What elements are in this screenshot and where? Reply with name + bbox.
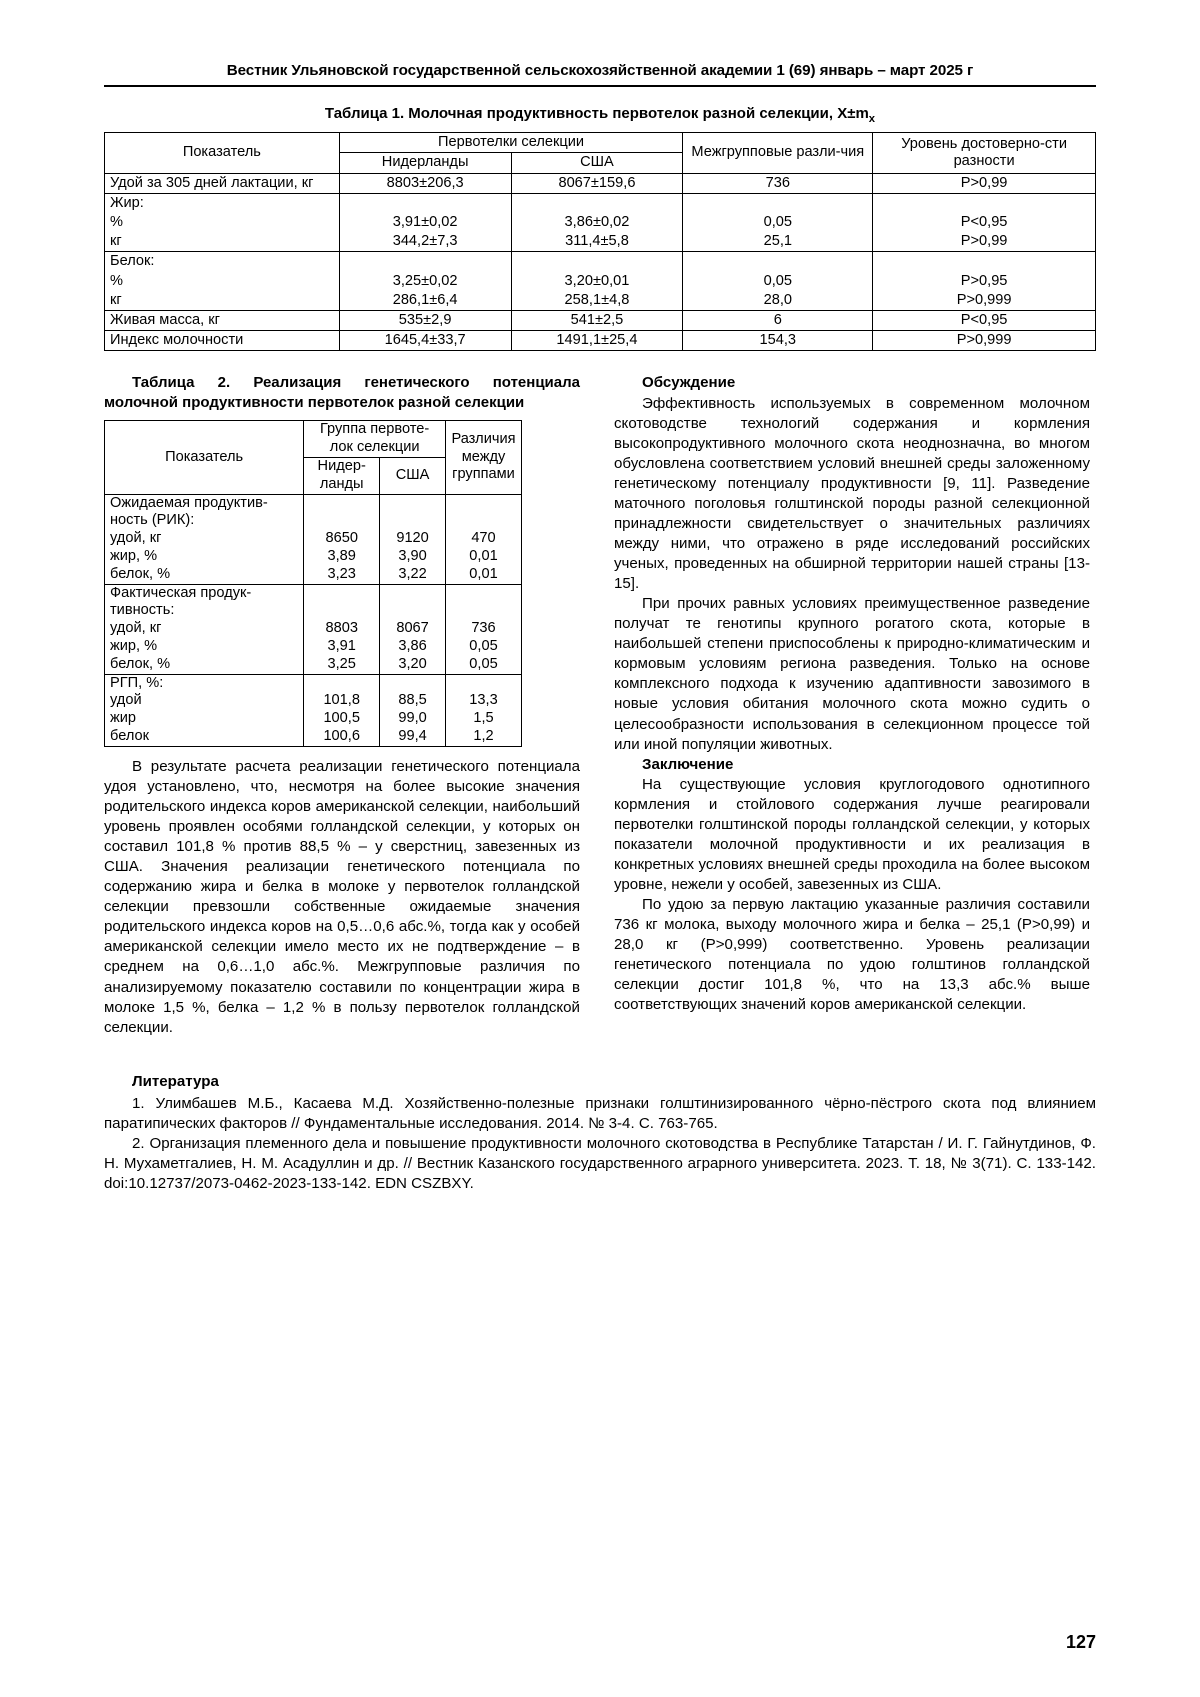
cell-diff: 0,05 bbox=[445, 656, 521, 674]
references-section bbox=[104, 1072, 1096, 1194]
table-row bbox=[105, 252, 1096, 272]
right-paragraph-3: На существующие условия круглогодового однотипного кормления и стойлового содержания лучше реагировали первотелки голштинской породы голландской селекции, у которых показатели молочной продуктивности и их реализация в конкретных условиях внешней среды проходила на более высоком уровне, нежели у особей, завезенных из США. bbox=[614, 775, 1090, 894]
table2-header-diff: Различия между группами bbox=[445, 421, 521, 494]
cell-usa: 8067 bbox=[380, 620, 446, 638]
table-row bbox=[105, 728, 522, 746]
cell-indicator: удой bbox=[105, 692, 304, 710]
cell-netherlands: 3,89 bbox=[304, 548, 380, 566]
table2-header-indicator: Показатель bbox=[105, 421, 304, 494]
cell-indicator: % bbox=[105, 272, 340, 291]
table-milk-productivity bbox=[104, 132, 1096, 351]
cell-netherlands: 3,91±0,02 bbox=[339, 213, 511, 232]
cell-usa: 258,1±4,8 bbox=[511, 291, 683, 311]
table-row bbox=[105, 331, 1096, 351]
cell-level: P<0,95 bbox=[873, 311, 1096, 331]
cell-usa bbox=[380, 674, 446, 692]
cell-usa: 8067±159,6 bbox=[511, 173, 683, 193]
cell-level bbox=[873, 252, 1096, 272]
table-row bbox=[105, 494, 522, 530]
cell-indicator: кг bbox=[105, 232, 340, 252]
cell-netherlands: 286,1±6,4 bbox=[339, 291, 511, 311]
table-row bbox=[105, 291, 1096, 311]
table1-header-netherlands: Нидерланды bbox=[339, 153, 511, 173]
table-row bbox=[105, 656, 522, 674]
right-column bbox=[614, 373, 1090, 1037]
table1-caption-text: Таблица 1. Молочная продуктивность первотелок разной селекции, X±m bbox=[324, 105, 869, 122]
cell-usa: 3,86±0,02 bbox=[511, 213, 683, 232]
cell-indicator: жир bbox=[105, 710, 304, 728]
cell-diff bbox=[683, 252, 873, 272]
cell-netherlands bbox=[304, 674, 380, 692]
table2-header-netherlands: Нидер-ланды bbox=[304, 458, 380, 495]
cell-netherlands: 100,6 bbox=[304, 728, 380, 746]
table-header-row bbox=[105, 133, 1096, 153]
cell-netherlands: 3,91 bbox=[304, 638, 380, 656]
table-row bbox=[105, 620, 522, 638]
cell-netherlands: 3,25 bbox=[304, 656, 380, 674]
cell-indicator: РГП, %: bbox=[105, 674, 304, 692]
cell-diff: 736 bbox=[683, 173, 873, 193]
cell-level bbox=[873, 193, 1096, 213]
cell-diff: 470 bbox=[445, 530, 521, 548]
cell-level: P>0,95 bbox=[873, 272, 1096, 291]
cell-diff: 154,3 bbox=[683, 331, 873, 351]
cell-usa bbox=[511, 193, 683, 213]
cell-level: P>0,999 bbox=[873, 331, 1096, 351]
cell-netherlands: 8803 bbox=[304, 620, 380, 638]
cell-indicator: Живая масса, кг bbox=[105, 311, 340, 331]
cell-usa: 3,86 bbox=[380, 638, 446, 656]
cell-indicator: Жир: bbox=[105, 193, 340, 213]
table-row bbox=[105, 173, 1096, 193]
cell-diff: 0,01 bbox=[445, 548, 521, 566]
left-paragraph-1: В результате расчета реализации генетического потенциала удоя установлено, что, несмотря на более высокие значения родительского индекса коров американской селекции, наибольший уровень проявлен особями голландской селекции, у которых он составил 101,8 % против 88,5 % – у сверстниц, завезенных из США. Значения реализации генетического потенциала по содержанию жира и белка в молоке у первотелок голландской селекции превзошли собственные ожидаемые значения родительского индекса коров на 0,5…0,6 абс.%, тогда как у особей американской селекции имело место их не подтверждение – в среднем на 0,6…1,0 абс.%. Межгрупповые различия по анализируемому показателю составили по концентрации жира в молоке 1,5 %, белка – 1,2 % в пользу первотелок голландской селекции. bbox=[104, 757, 580, 1036]
page-number: 127 bbox=[1065, 1632, 1096, 1652]
cell-indicator: жир, % bbox=[105, 638, 304, 656]
cell-diff: 6 bbox=[683, 311, 873, 331]
table-row bbox=[105, 674, 522, 692]
cell-indicator: жир, % bbox=[105, 548, 304, 566]
table-row bbox=[105, 193, 1096, 213]
cell-usa: 99,0 bbox=[380, 710, 446, 728]
cell-diff: 0,05 bbox=[445, 638, 521, 656]
cell-usa: 3,90 bbox=[380, 548, 446, 566]
right-paragraph-1: Эффективность используемых в современном молочном скотоводстве технологий содержания и кормления высокопродуктивного молочного скота неоднозначна, во многом обусловлена соответствием условий внешней среды заложенному генетическому потенциалу продуктивности [9, 11]. Разведение маточного поголовья голштинской породы разной селекционной принадлежности свидетельствует о значительных различиях между ними, что отражено в ряде исследований российских ученых, проведенных на обширной территории нашей страны [13-15]. bbox=[614, 394, 1090, 593]
cell-diff: 1,5 bbox=[445, 710, 521, 728]
cell-diff: 0,01 bbox=[445, 566, 521, 584]
cell-indicator: Ожидаемая продуктив-ность (РИК): bbox=[105, 494, 304, 530]
cell-indicator: белок, % bbox=[105, 656, 304, 674]
cell-indicator: белок bbox=[105, 728, 304, 746]
table-row bbox=[105, 710, 522, 728]
cell-indicator: Белок: bbox=[105, 252, 340, 272]
cell-indicator: % bbox=[105, 213, 340, 232]
cell-level: P<0,95 bbox=[873, 213, 1096, 232]
cell-netherlands: 3,23 bbox=[304, 566, 380, 584]
table-row bbox=[105, 692, 522, 710]
table1-header-level: Уровень достоверно-сти разности bbox=[873, 133, 1096, 173]
table1-header-group: Первотелки селекции bbox=[339, 133, 683, 153]
cell-netherlands bbox=[304, 584, 380, 620]
cell-usa: 541±2,5 bbox=[511, 311, 683, 331]
right-paragraph-4: По удою за первую лактацию указанные различия составили 736 кг молока, выходу молочного жира и белка – 25,1 (Р>0,99) и 28,0 кг (Р>0,999) соответственно. Уровень реализации генетического потенциала по удою голштинов голландской селекции достиг 101,8 %, что на 13,3 абс.% выше соответствующих значений коров американской селекции. bbox=[614, 896, 1090, 1014]
cell-usa bbox=[511, 252, 683, 272]
references-title: Литература bbox=[132, 1072, 219, 1090]
cell-usa: 1491,1±25,4 bbox=[511, 331, 683, 351]
table-row bbox=[105, 548, 522, 566]
cell-diff bbox=[445, 494, 521, 530]
cell-usa: 9120 bbox=[380, 530, 446, 548]
table1-header-diff: Межгрупповые разли-чия bbox=[683, 133, 873, 173]
cell-usa: 3,20±0,01 bbox=[511, 272, 683, 291]
cell-usa: 99,4 bbox=[380, 728, 446, 746]
cell-level: P>0,99 bbox=[873, 173, 1096, 193]
cell-indicator: белок, % bbox=[105, 566, 304, 584]
cell-usa: 311,4±5,8 bbox=[511, 232, 683, 252]
cell-usa bbox=[380, 494, 446, 530]
cell-usa: 88,5 bbox=[380, 692, 446, 710]
cell-netherlands: 1645,4±33,7 bbox=[339, 331, 511, 351]
cell-diff: 0,05 bbox=[683, 272, 873, 291]
two-column-body bbox=[104, 373, 1096, 1037]
cell-indicator: удой, кг bbox=[105, 530, 304, 548]
cell-indicator: Индекс молочности bbox=[105, 331, 340, 351]
table-row bbox=[105, 530, 522, 548]
table-row bbox=[105, 566, 522, 584]
cell-diff bbox=[445, 584, 521, 620]
table1-header-usa: США bbox=[511, 153, 683, 173]
table1-header-indicator: Показатель bbox=[105, 133, 340, 173]
table2-header-group: Группа первоте-лок селекции bbox=[304, 421, 446, 458]
heading-conclusion: Заключение bbox=[642, 755, 734, 773]
cell-indicator: удой, кг bbox=[105, 620, 304, 638]
cell-diff: 736 bbox=[445, 620, 521, 638]
cell-usa: 3,22 bbox=[380, 566, 446, 584]
table-row bbox=[105, 272, 1096, 291]
cell-diff: 0,05 bbox=[683, 213, 873, 232]
cell-indicator: Удой за 305 дней лактации, кг bbox=[105, 173, 340, 193]
cell-indicator: кг bbox=[105, 291, 340, 311]
left-column bbox=[104, 373, 580, 1037]
cell-netherlands bbox=[339, 252, 511, 272]
table-row bbox=[105, 232, 1096, 252]
table-row bbox=[105, 638, 522, 656]
right-paragraph-2: При прочих равных условиях преимущественное разведение получат те генотипы крупного рогатого скота, которые в наибольшей степени приспособлены к природно-климатическим и кормовым условиям региона разведения. Только на основе комплексного подхода к изучению адаптивности завозимого в новые условия обитания молочного скота можно судить о целесообразности использования в селекционном процессе той или иной популяции животных. bbox=[614, 595, 1090, 753]
table-row bbox=[105, 311, 1096, 331]
table-row bbox=[105, 213, 1096, 232]
cell-netherlands: 101,8 bbox=[304, 692, 380, 710]
cell-netherlands bbox=[339, 193, 511, 213]
cell-netherlands: 100,5 bbox=[304, 710, 380, 728]
cell-netherlands: 8650 bbox=[304, 530, 380, 548]
table1-caption bbox=[104, 105, 1096, 126]
cell-diff: 28,0 bbox=[683, 291, 873, 311]
heading-discussion: Обсуждение bbox=[642, 374, 736, 392]
table2-header-usa: США bbox=[380, 458, 446, 495]
reference-item: 1. Улимбашев М.Б., Касаева М.Д. Хозяйственно-полезные признаки голштинизированного чёрно-пёстрого скота под влиянием паратипических факторов // Фундаментальные исследования. 2014. № 3-4. С. 763-765. bbox=[104, 1094, 1096, 1132]
table-genetic-potential bbox=[104, 420, 522, 746]
cell-netherlands: 8803±206,3 bbox=[339, 173, 511, 193]
cell-usa bbox=[380, 584, 446, 620]
cell-netherlands: 3,25±0,02 bbox=[339, 272, 511, 291]
cell-diff: 13,3 bbox=[445, 692, 521, 710]
reference-item: 2. Организация племенного дела и повышение продуктивности молочного скотоводства в Республике Татарстан / И. Г. Гайнутдинов, Ф. Н. Мухаметгалиев, Н. М. Асадуллин и др. // Вестник Казанского государственного аграрного университета. 2023. Т. 18, № 3(71). С. 133-142. doi:10.12737/2073-0462-2023-133-142. EDN CSZBXY. bbox=[104, 1134, 1096, 1192]
cell-level: P>0,99 bbox=[873, 232, 1096, 252]
cell-diff bbox=[683, 193, 873, 213]
cell-diff: 25,1 bbox=[683, 232, 873, 252]
cell-netherlands bbox=[304, 494, 380, 530]
cell-netherlands: 535±2,9 bbox=[339, 311, 511, 331]
cell-netherlands: 344,2±7,3 bbox=[339, 232, 511, 252]
table-row bbox=[105, 584, 522, 620]
table-header-row bbox=[105, 421, 522, 458]
cell-diff bbox=[445, 674, 521, 692]
cell-level: P>0,999 bbox=[873, 291, 1096, 311]
cell-indicator: Фактическая продук-тивность: bbox=[105, 584, 304, 620]
table1-caption-subscript: x bbox=[868, 113, 876, 125]
table2-caption: Таблица 2. Реализация генетического потенциала молочной продуктивности первотелок разной селекции bbox=[104, 374, 580, 411]
cell-usa: 3,20 bbox=[380, 656, 446, 674]
running-head: Вестник Ульяновской государственной сельскохозяйственной академии 1 (69) январь – март 2025 г bbox=[104, 62, 1096, 87]
cell-diff: 1,2 bbox=[445, 728, 521, 746]
